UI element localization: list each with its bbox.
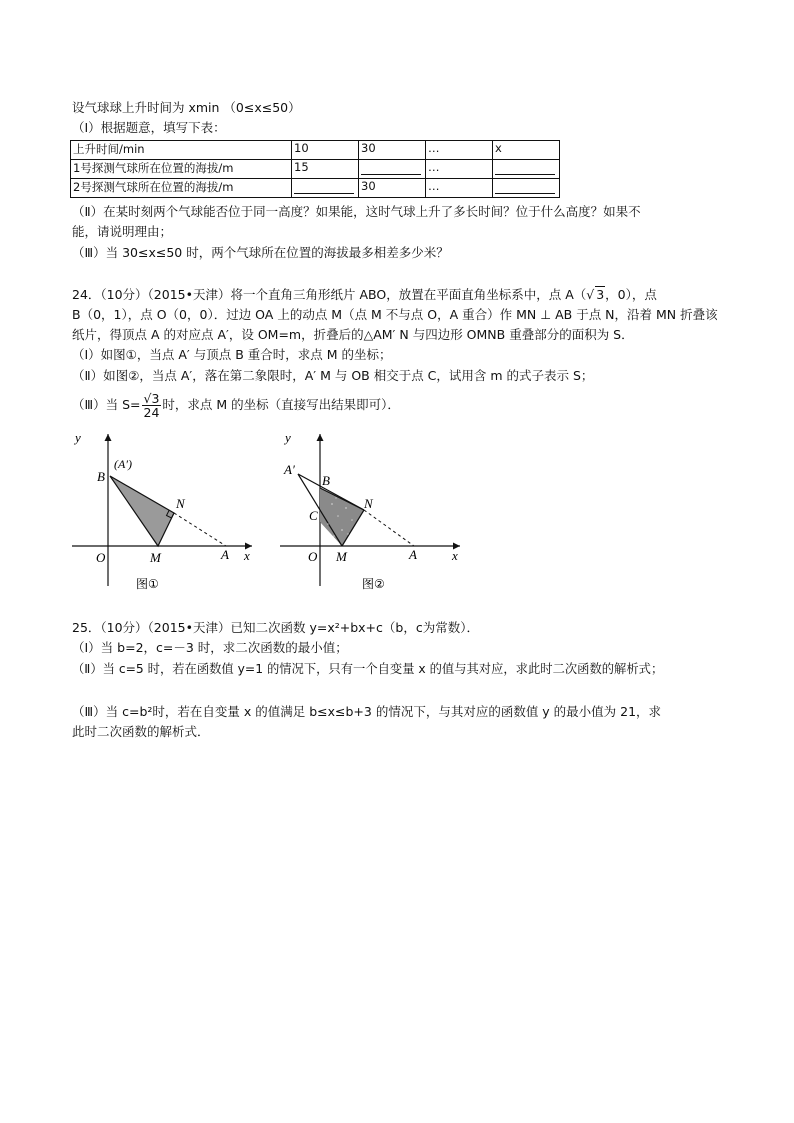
label-A: A <box>221 547 229 562</box>
label-N: N <box>364 496 373 511</box>
label-B: B <box>322 473 330 488</box>
q25-part2: （Ⅱ）当 c=5 时，若在函数值 y=1 的情况下，只有一个自变量 x 的值与其对应，求此时二次函数的解析式； <box>72 662 664 676</box>
y-axis-arrow-icon <box>317 434 324 441</box>
label-M: M <box>336 549 347 564</box>
label-x: x <box>244 548 250 563</box>
table-row <box>71 160 560 179</box>
table-cell: 上升时间/min <box>71 141 292 160</box>
q24-line3: 纸片，得顶点 A 的对应点 A′，设 OM=m，折叠后的△AM′ N 与四边形 OMNB 重叠部分的面积为 S． <box>72 327 634 342</box>
figure-2 <box>276 424 476 594</box>
q24-part3-text-a: （Ⅲ）当 S= <box>72 397 141 412</box>
q24-part1: （Ⅰ）如图①，当点 A′ 与顶点 B 重合时，求点 M 的坐标； <box>72 347 392 362</box>
q24-part2: （Ⅱ）如图②，当点 A′，落在第二象限时，A′ M 与 OB 相交于点 C，试用含 m 的式子表示 S； <box>72 368 594 383</box>
sqrt-symbol: √ <box>586 287 595 302</box>
table-cell: 30 <box>359 141 426 160</box>
label-x: x <box>452 548 458 563</box>
fraction-numerator: √3 <box>143 391 160 406</box>
dashed-line-NA <box>174 513 226 546</box>
table-cell-blank <box>493 179 560 198</box>
q25-part1: （Ⅰ）当 b=2，c=－3 时，求二次函数的最小值； <box>72 640 348 655</box>
q25-part3-line1: （Ⅲ）当 c=b²时，若在自变量 x 的值满足 b≤x≤b+3 的情况下，与其对应的函数值 y 的最小值为 21，求 <box>72 704 662 719</box>
q24-line1-text-a: 24．（10分）（2015•天津）将一个直角三角形纸片 ABO，放置在平面直角坐标系中，点 A（ <box>72 287 587 302</box>
fraction-denominator: 24 <box>143 405 160 420</box>
table-cell: x <box>493 141 560 160</box>
table-cell: … <box>426 179 493 198</box>
q23-part2-line2: 能，请说明理由； <box>72 224 173 239</box>
label-M: M <box>150 550 161 565</box>
label-N: N <box>176 496 185 511</box>
table-row <box>71 179 560 198</box>
dashed-line-NA <box>364 510 414 546</box>
q24-line2: B（0，1），点 O（0，0）．过边 OA 上的动点 M（点 M 不与点 O，A 重合）作 MN ⊥ AB 于点 N，沿着 MN 折叠该 <box>72 307 718 322</box>
label-A-prime: (A′) <box>114 457 132 471</box>
q24-line1 <box>72 286 657 303</box>
label-A-prime: A′ <box>284 462 295 477</box>
table-cell: 2号探测气球所在位置的海拔/m <box>71 179 292 198</box>
q23-part2-line1: （Ⅱ）在某时刻两个气球能否位于同一高度？如果能，这时气球上升了多长时间？位于什么高度？如果不 <box>72 204 641 219</box>
table-cell: 1号探测气球所在位置的海拔/m <box>71 160 292 179</box>
data-table <box>70 140 560 198</box>
label-y: y <box>285 430 291 445</box>
label-A: A <box>409 547 417 562</box>
figure-1-caption: 图① <box>136 577 159 591</box>
answer-blank <box>495 160 555 175</box>
answer-blank <box>294 179 354 194</box>
table-cell: 15 <box>292 160 359 179</box>
q24-line1-text-b: ，0），点 <box>605 287 657 302</box>
fraction <box>142 392 162 419</box>
y-axis-arrow-icon <box>105 434 112 441</box>
q25-line1: 25．（10分）（2015•天津）已知二次函数 y=x²+bx+c（b，c为常数）． <box>72 620 479 635</box>
label-O: O <box>96 550 106 565</box>
overlap-region <box>320 488 364 546</box>
answer-blank <box>361 160 421 175</box>
label-C: C <box>309 508 318 523</box>
q24-part3 <box>72 392 400 419</box>
intro-line-2: （Ⅰ）根据题意，填写下表： <box>72 120 226 135</box>
table-cell-blank <box>493 160 560 179</box>
q25-part3-line2: 此时二次函数的解析式． <box>72 724 210 739</box>
table-header-row <box>71 141 560 160</box>
figure-1 <box>66 424 266 594</box>
table-cell-blank <box>292 179 359 198</box>
table-cell-blank <box>359 160 426 179</box>
answer-blank <box>495 179 555 194</box>
label-y: y <box>75 430 81 445</box>
table-cell: 30 <box>359 179 426 198</box>
sqrt-radicand: 3 <box>596 287 605 302</box>
q23-part3: （Ⅲ）当 30≤x≤50 时，两个气球所在位置的海拔最多相差多少米？ <box>72 245 449 260</box>
q24-part3-text-b: 时，求点 M 的坐标（直接写出结果即可）． <box>162 397 400 412</box>
intro-line-1: 设气球球上升时间为 xmin （0≤x≤50） <box>72 100 301 115</box>
folded-triangle <box>110 476 174 546</box>
table-cell: 10 <box>292 141 359 160</box>
table-cell: … <box>426 141 493 160</box>
figure-2-caption: 图② <box>362 577 385 591</box>
label-B: B <box>97 469 105 484</box>
label-O: O <box>308 549 318 564</box>
table-cell: … <box>426 160 493 179</box>
